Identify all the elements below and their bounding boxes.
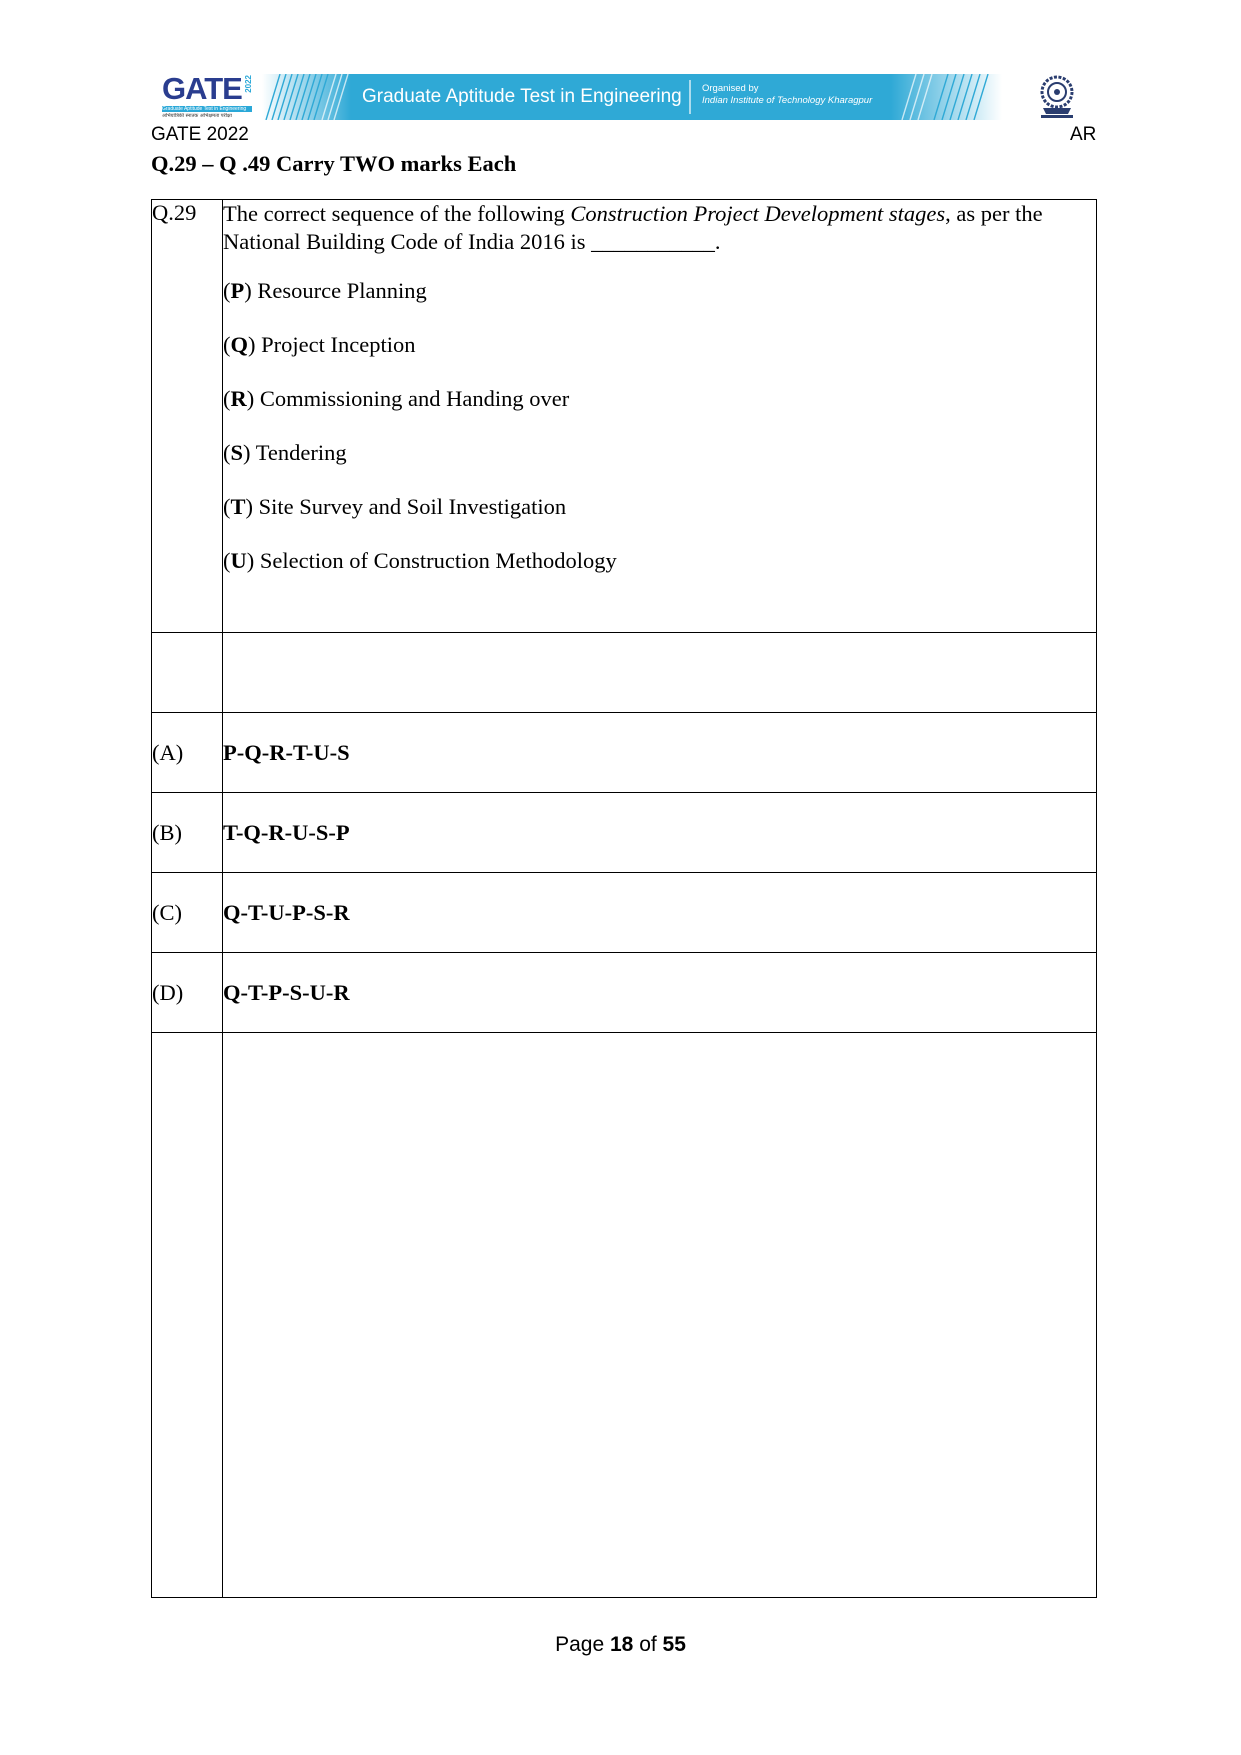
question-stem [223,200,1096,256]
choice-letter: (D) [152,953,223,1033]
gate-logo [160,72,256,122]
banner-organiser [702,83,872,107]
stem-text-italic: Construction Project Development stages [570,201,946,226]
blank-cell [152,633,223,713]
question-number: Q.29 [152,200,223,633]
section-title: Q.29 – Q .49 Carry TWO marks Each [151,151,517,176]
item-text: Tendering [250,440,347,465]
iit-kharagpur-emblem-icon [1035,74,1079,120]
banner-title: Graduate Aptitude Test in Engineering [362,86,682,107]
blank-row [152,633,1097,713]
choice-row-b [152,793,1097,873]
item-text: Selection of Construction Methodology [254,548,617,573]
choice-row-a [152,713,1097,793]
item-label: S [230,440,244,465]
question-body [223,200,1097,633]
item-label: P [230,278,245,303]
page-header [160,72,1080,122]
organised-by-label: Organised by [702,83,759,94]
total-pages-number: 55 [662,1633,686,1656]
list-item: (R) Commissioning and Handing over [223,386,570,411]
stem-text-1: The correct sequence of the following [223,201,571,226]
gate-logo-hindi: अभियांत्रिकी स्नातक अभिक्षमता परीक्षा [162,113,232,119]
choice-row-c [152,873,1097,953]
page-word: Page [555,1633,605,1656]
exam-name: GATE 2022 [151,124,249,145]
item-text: Project Inception [255,332,416,357]
choice-text: Q-T-P-S-U-R [223,953,1097,1033]
choice-text: P-Q-R-T-U-S [223,713,1097,793]
choice-row-d [152,953,1097,1033]
item-label: R [230,386,247,411]
choice-letter: (B) [152,793,223,873]
item-text: Commissioning and Handing over [254,386,570,411]
of-word: of [639,1633,657,1656]
stage-list [223,277,1096,601]
empty-row [152,1033,1097,1598]
choice-text: T-Q-R-U-S-P [223,793,1097,873]
question-row [152,200,1097,633]
gate-logo-text: GATE [162,71,242,106]
item-label: U [230,548,247,573]
list-item: (T) Site Survey and Soil Investigation [223,494,567,519]
item-label: Q [230,332,249,357]
empty-cell [223,1033,1097,1598]
list-item: (P) Resource Planning [223,278,427,303]
stem-text-2: , as per the National Building Code of India 2016 is ___________. [223,201,1043,254]
gate-logo-subtitle: Graduate Aptitude Test in Engineering [162,106,252,112]
list-item: (U) Selection of Construction Methodology [223,548,617,573]
question-table [151,199,1097,1598]
page-footer [0,1633,1241,1657]
blank-cell [223,633,1097,713]
choice-text: Q-T-U-P-S-R [223,873,1097,953]
list-item: (Q) Project Inception [223,332,416,357]
choice-letter: (C) [152,873,223,953]
item-text: Resource Planning [251,278,427,303]
header-banner [262,74,1002,120]
item-label: T [230,494,246,519]
item-text: Site Survey and Soil Investigation [253,494,567,519]
list-item: (S) Tendering [223,440,347,465]
current-page-number: 18 [609,1633,634,1656]
empty-cell [152,1033,223,1598]
gate-logo-year: 2022 [244,75,253,93]
choice-letter: (A) [152,713,223,793]
paper-code: AR [1070,124,1097,145]
organiser-name: Indian Institute of Technology Kharagpur [702,95,873,106]
